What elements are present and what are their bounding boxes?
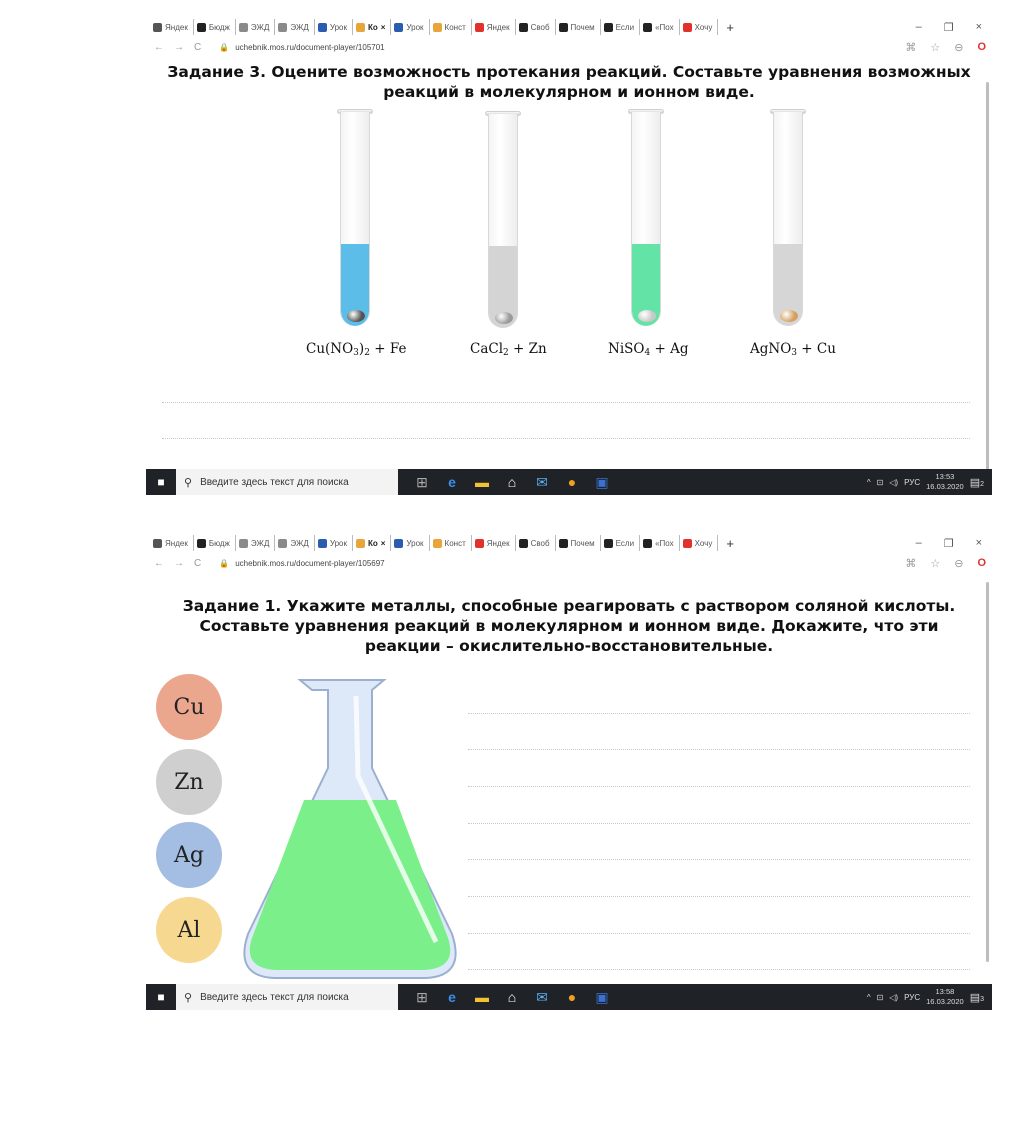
word-icon[interactable]: ▣ <box>595 473 609 490</box>
chevron-up-icon[interactable]: ^ <box>866 477 871 487</box>
search-icon: ⚲ <box>184 991 193 1004</box>
tab-favicon-icon <box>153 539 162 548</box>
metal-granule-icon <box>495 312 513 324</box>
address-bar <box>146 38 992 56</box>
tab-label: Своб <box>530 22 550 32</box>
tab-label: Ко <box>367 538 378 548</box>
tab-favicon-icon <box>394 539 403 548</box>
opera-icon[interactable]: O <box>977 41 986 53</box>
mail-icon[interactable]: ✉ <box>536 988 548 1005</box>
window-controls <box>916 537 992 550</box>
tab-favicon-icon <box>318 23 327 32</box>
browser-tab[interactable] <box>150 535 194 551</box>
formula-cu-no3-fe: $Cu(NO_3)_2 + Fe$ <box>306 341 407 358</box>
browser-tab[interactable] <box>601 19 640 35</box>
answer-line[interactable] <box>468 859 970 860</box>
tab-label: Почем <box>570 538 595 548</box>
tab-label: Урок <box>406 538 424 548</box>
browser-tab[interactable] <box>680 19 719 35</box>
store-icon[interactable]: ⌂ <box>507 989 517 1005</box>
system-tray <box>867 472 992 492</box>
tab-favicon-icon <box>643 23 652 32</box>
profile-icon[interactable]: ⊖ <box>954 557 964 570</box>
browser-tab[interactable] <box>275 19 314 35</box>
tab-favicon-icon <box>278 539 287 548</box>
tab-label: Хочу <box>694 22 713 32</box>
windows-start-icon[interactable]: ■ <box>157 475 165 489</box>
chrome-icon[interactable]: ● <box>567 474 577 490</box>
forward-button[interactable]: → <box>174 41 184 53</box>
browser-tab[interactable] <box>236 535 275 551</box>
tab-favicon-icon <box>604 23 613 32</box>
element-al[interactable]: Al <box>156 897 222 963</box>
browser-tab[interactable] <box>430 535 472 551</box>
browser-tab[interactable] <box>472 535 516 551</box>
tab-favicon-icon <box>604 539 613 548</box>
tab-label: ЭЖД <box>290 538 309 548</box>
tab-close-icon[interactable]: × <box>380 22 386 32</box>
store-icon[interactable]: ⌂ <box>507 474 517 490</box>
element-zn[interactable]: Zn <box>156 749 222 815</box>
file-explorer-icon[interactable]: ▬ <box>475 989 489 1005</box>
screenshot-task-3 <box>146 16 992 497</box>
tab-favicon-icon <box>239 539 248 548</box>
tab-label: Яндек <box>486 22 510 32</box>
chevron-up-icon[interactable]: ^ <box>866 992 871 1002</box>
tab-favicon-icon <box>197 539 206 548</box>
translate-icon[interactable]: ⌘ <box>905 41 917 54</box>
tab-favicon-icon <box>356 539 365 548</box>
volume-icon[interactable]: ◁) <box>889 992 899 1002</box>
notification-icon[interactable]: ▤3 <box>969 991 984 1004</box>
profile-icon[interactable]: ⊖ <box>954 41 964 54</box>
erlenmeyer-flask <box>230 676 470 986</box>
edge-icon[interactable]: e <box>448 474 456 490</box>
address-bar-actions <box>905 41 992 54</box>
browser-tab[interactable] <box>391 19 429 35</box>
tab-label: Почем <box>570 22 595 32</box>
network-icon[interactable]: ⊡ <box>876 477 884 487</box>
answer-line[interactable] <box>162 402 970 403</box>
tab-favicon-icon <box>433 23 442 32</box>
browser-tab[interactable] <box>194 19 236 35</box>
browser-tab[interactable] <box>640 535 680 551</box>
tab-label: Яндек <box>165 22 188 32</box>
chrome-icon[interactable]: ● <box>567 989 577 1005</box>
back-button[interactable]: ← <box>154 557 164 569</box>
lock-icon: 🔒 <box>219 558 230 568</box>
address-bar <box>146 554 992 572</box>
language-indicator[interactable]: РУС <box>904 992 921 1002</box>
answer-line[interactable] <box>162 438 970 439</box>
tab-favicon-icon <box>153 23 162 32</box>
new-tab-button[interactable]: + <box>726 535 734 551</box>
answer-line[interactable] <box>468 749 970 750</box>
browser-tab[interactable] <box>516 535 556 551</box>
tab-favicon-icon <box>519 23 528 32</box>
back-button[interactable]: ← <box>154 41 164 53</box>
bookmark-star-icon[interactable]: ☆ <box>930 41 941 54</box>
formula-cacl2-zn: CaCl$_2$ + Zn <box>470 341 547 358</box>
tab-favicon-icon <box>683 539 692 548</box>
answer-line[interactable] <box>468 933 970 934</box>
task-view-icon[interactable]: ⊞ <box>416 473 428 490</box>
close-window-button[interactable]: × <box>975 536 982 549</box>
tab-label: Бюдж <box>208 22 230 32</box>
browser-tab-strip <box>146 16 992 38</box>
browser-tab[interactable] <box>236 19 275 35</box>
mail-icon[interactable]: ✉ <box>536 473 548 490</box>
network-icon[interactable]: ⊡ <box>876 992 884 1002</box>
browser-tab[interactable] <box>353 535 391 551</box>
metal-granule-icon <box>347 310 365 322</box>
browser-tab[interactable] <box>391 535 429 551</box>
browser-tab[interactable] <box>640 19 680 35</box>
tab-label: Бюдж <box>208 538 230 548</box>
tab-label: Хочу <box>694 538 713 548</box>
tab-favicon-icon <box>394 23 403 32</box>
forward-button[interactable]: → <box>174 557 184 569</box>
tab-favicon-icon <box>559 23 568 32</box>
tab-label: Если <box>615 538 635 548</box>
browser-tab[interactable] <box>472 19 516 35</box>
task-title: Задание 3. Оцените возможность протекания реакций. Составьте уравнения возможных реакций в молекулярном и ионном виде. <box>167 63 971 101</box>
browser-tab[interactable] <box>353 19 391 35</box>
tab-list <box>150 535 718 551</box>
tab-label: ЭЖД <box>250 538 270 548</box>
close-window-button[interactable]: × <box>975 20 982 33</box>
tab-label: Яндек <box>165 538 188 548</box>
system-tray <box>867 987 992 1007</box>
answer-line[interactable] <box>468 713 970 714</box>
document-content <box>146 572 992 984</box>
reload-button[interactable]: C <box>194 557 202 569</box>
tab-label: Конст <box>444 538 466 548</box>
tab-label: Ко <box>367 22 378 32</box>
opera-icon[interactable]: O <box>977 557 986 569</box>
word-icon[interactable]: ▣ <box>595 988 609 1005</box>
file-explorer-icon[interactable]: ▬ <box>475 474 489 490</box>
windows-taskbar <box>146 984 992 1010</box>
minimize-button[interactable]: – <box>915 20 922 33</box>
browser-tab[interactable] <box>556 19 601 35</box>
url-field[interactable]: uchebnik.mos.ru/document-player/105697 <box>235 558 385 568</box>
metal-granule-icon <box>638 310 656 322</box>
browser-tab[interactable] <box>516 19 556 35</box>
tab-favicon-icon <box>559 539 568 548</box>
browser-tab[interactable] <box>601 535 640 551</box>
browser-tab[interactable] <box>275 535 314 551</box>
element-ag[interactable]: Ag <box>156 822 222 888</box>
element-cu[interactable]: Cu <box>156 674 222 740</box>
maximize-button[interactable]: ❐ <box>943 21 954 34</box>
tab-label: Урок <box>329 538 347 548</box>
windows-taskbar <box>146 469 992 495</box>
clock[interactable]: 13:53 16.03.2020 <box>926 472 964 491</box>
tab-close-icon[interactable]: × <box>380 538 386 548</box>
translate-icon[interactable]: ⌘ <box>905 557 917 570</box>
reload-button[interactable]: C <box>194 41 202 53</box>
tab-label: Конст <box>444 22 466 32</box>
notification-icon[interactable]: ▤2 <box>969 476 984 489</box>
clock[interactable]: 13:58 16.03.2020 <box>926 987 964 1006</box>
tab-favicon-icon <box>475 23 484 32</box>
tab-favicon-icon <box>683 23 692 32</box>
task-view-icon[interactable]: ⊞ <box>416 988 428 1005</box>
tab-label: ЭЖД <box>250 22 270 32</box>
window-controls <box>916 21 992 34</box>
url-field[interactable]: uchebnik.mos.ru/document-player/105701 <box>235 42 385 52</box>
tab-favicon-icon <box>433 539 442 548</box>
browser-tab[interactable] <box>150 19 194 35</box>
tab-label: Урок <box>406 22 424 32</box>
flask-liquid <box>250 800 451 970</box>
browser-tab[interactable] <box>315 535 353 551</box>
answer-line[interactable] <box>468 896 970 897</box>
tab-label: Яндек <box>486 538 510 548</box>
tab-favicon-icon <box>643 539 652 548</box>
browser-tab[interactable] <box>556 535 601 551</box>
volume-icon[interactable]: ◁) <box>889 477 899 487</box>
screenshot-task-1 <box>146 532 992 1012</box>
windows-start-icon[interactable]: ■ <box>157 990 165 1004</box>
tab-favicon-icon <box>519 539 528 548</box>
formula-agno3-cu: AgNO$_3$ + Cu <box>750 341 836 358</box>
task-title: Задание 1. Укажите металлы, способные реагировать с раствором соляной кислоты. Составьте уравнения реакций в молекулярном и ионном виде. Докажите, что эти реакции – окислительно-восстановительные. <box>182 597 956 655</box>
maximize-button[interactable]: ❐ <box>943 537 954 550</box>
address-bar-actions <box>905 557 992 570</box>
bookmark-star-icon[interactable]: ☆ <box>930 557 941 570</box>
tab-favicon-icon <box>239 23 248 32</box>
tab-label: Если <box>615 22 635 32</box>
search-icon: ⚲ <box>184 476 193 489</box>
tab-favicon-icon <box>475 539 484 548</box>
tab-favicon-icon <box>318 539 327 548</box>
edge-icon[interactable]: e <box>448 989 456 1005</box>
scrollbar[interactable] <box>986 82 989 472</box>
taskbar-search-input[interactable]: ⚲ Введите здесь текст для поиска <box>176 984 398 1010</box>
tab-label: ЭЖД <box>290 22 309 32</box>
tab-label: Урок <box>329 22 347 32</box>
new-tab-button[interactable]: + <box>726 19 734 35</box>
answer-line[interactable] <box>468 969 970 970</box>
answer-line[interactable] <box>468 823 970 824</box>
browser-tab[interactable] <box>194 535 236 551</box>
tab-label: «Пох <box>655 538 674 548</box>
taskbar-apps <box>414 989 610 1006</box>
tab-favicon-icon <box>278 23 287 32</box>
formula-niso4-ag: NiSO$_4$ + Ag <box>608 341 689 358</box>
answer-line[interactable] <box>468 786 970 787</box>
tab-list <box>150 19 718 35</box>
browser-tab-strip <box>146 532 992 554</box>
language-indicator[interactable]: РУС <box>904 477 921 487</box>
metal-granule-icon <box>780 310 798 322</box>
scrollbar[interactable] <box>986 582 989 962</box>
browser-tab[interactable] <box>430 19 472 35</box>
lock-icon: 🔒 <box>219 42 230 52</box>
tab-label: Своб <box>530 538 550 548</box>
document-content <box>146 56 992 469</box>
minimize-button[interactable]: – <box>915 536 922 549</box>
browser-tab[interactable] <box>315 19 353 35</box>
taskbar-apps <box>414 474 610 491</box>
taskbar-search-input[interactable]: ⚲ Введите здесь текст для поиска <box>176 469 398 495</box>
tab-favicon-icon <box>197 23 206 32</box>
tab-label: «Пох <box>655 22 674 32</box>
browser-tab[interactable] <box>680 535 719 551</box>
tab-favicon-icon <box>356 23 365 32</box>
